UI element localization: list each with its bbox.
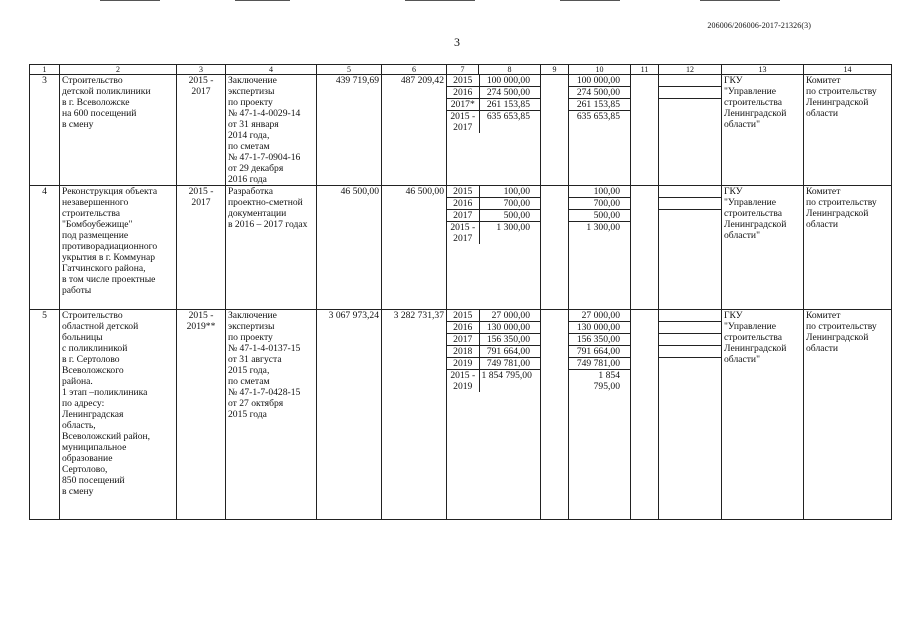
funding-year: 2015 - 2019 xyxy=(447,370,479,393)
funding-by-year xyxy=(447,310,541,520)
object-name: Строительство областной детской больницы с поликлиникой в г. Сертолово Всеволожского района. 1 этап –поликлиника по адресу: Ленинградская область, Всеволожский район, муниципальное образование Сертолово, 850 посещений в смену xyxy=(60,310,177,520)
remaining-cost: 46 500,00 xyxy=(382,186,447,310)
project-basis: Заключение экспертизы по проекту № 47-1-4-0029-14 от 31 января 2014 года, по сметам № 47-1-7-0904-16 от 29 декабря 2016 года xyxy=(226,75,317,186)
local-funds xyxy=(631,75,659,186)
funding-line xyxy=(447,322,540,334)
funding-line xyxy=(447,334,540,346)
document-id: 206006/206006-2017-21326(3) xyxy=(707,21,811,30)
construction-period: 2015 - 2019** xyxy=(177,310,226,520)
funding-line xyxy=(447,222,540,245)
regional-amount: 700,00 xyxy=(569,198,630,210)
regional-amount: 156 350,00 xyxy=(569,334,630,346)
funding-year: 2015 - 2017 xyxy=(447,222,479,245)
column-number: 4 xyxy=(226,65,317,75)
row-number: 3 xyxy=(30,75,60,186)
funding-amount: 791 664,00 xyxy=(479,346,540,358)
regional-amount: 27 000,00 xyxy=(569,310,630,322)
page-number: 3 xyxy=(454,35,460,49)
funding-year: 2017 xyxy=(447,210,479,222)
funding-year: 2019 xyxy=(447,358,479,370)
column-number: 12 xyxy=(659,65,722,75)
funding-line xyxy=(447,370,540,393)
funding-year: 2016 xyxy=(447,87,479,99)
funding-line xyxy=(447,346,540,358)
regional-funds xyxy=(569,75,631,186)
top-edge-line xyxy=(560,0,620,1)
funding-amount: 500,00 xyxy=(479,210,540,222)
funding-year: 2016 xyxy=(447,322,479,334)
funding-year: 2016 xyxy=(447,198,479,210)
responsible-executor: Комитет по строительству Ленинградской области xyxy=(804,75,892,186)
other-funds-line xyxy=(659,99,721,110)
column-number-row xyxy=(30,65,892,75)
row-number: 4 xyxy=(30,186,60,310)
object-name: Реконструкция объекта незавершенного строительства "Бомбоубежище" под размещение противорадиационного укрытия в г. Коммунар Гатчинского района, в том числе проектные работы xyxy=(60,186,177,310)
other-funds xyxy=(659,75,722,186)
funding-amount: 635 653,85 xyxy=(486,111,530,122)
regional-amount: 261 153,85 xyxy=(569,99,630,111)
regional-amount: 100 000,00 xyxy=(569,75,630,87)
estimated-cost: 439 719,69 xyxy=(317,75,382,186)
regional-amount: 749 781,00 xyxy=(569,358,630,370)
column-number: 3 xyxy=(177,65,226,75)
state-customer: ГКУ "Управление строительства Ленинградской области" xyxy=(722,186,804,310)
column-number: 9 xyxy=(541,65,569,75)
funding-by-year xyxy=(447,186,541,310)
funding-amount: 100 000,00 xyxy=(479,75,540,87)
funding-line xyxy=(447,75,540,87)
federal-funds xyxy=(541,310,569,520)
regional-amount: 1 300,00 xyxy=(586,222,620,233)
state-customer: ГКУ "Управление строительства Ленинградской области" xyxy=(722,310,804,520)
funding-amount: 700,00 xyxy=(479,198,540,210)
other-funds-line xyxy=(659,358,721,369)
funding-line xyxy=(447,210,540,222)
other-funds-line xyxy=(659,322,721,334)
other-funds xyxy=(659,186,722,310)
other-funds-line xyxy=(659,210,721,221)
remaining-cost: 3 282 731,37 xyxy=(382,310,447,520)
top-edge-line xyxy=(235,0,290,1)
column-number: 14 xyxy=(804,65,892,75)
funding-line xyxy=(447,186,540,198)
other-funds-line xyxy=(659,198,721,210)
regional-amount: 274 500,00 xyxy=(569,87,630,99)
funding-line xyxy=(447,198,540,210)
regional-amount: 100,00 xyxy=(569,186,630,198)
funding-year: 2015 - 2017 xyxy=(447,111,479,134)
column-number: 10 xyxy=(569,65,631,75)
top-edge-line xyxy=(700,0,780,1)
funding-year: 2017* xyxy=(447,99,479,111)
regional-amount: 500,00 xyxy=(569,210,630,222)
row-number: 5 xyxy=(30,310,60,520)
project-basis: Заключение экспертизы по проекту № 47-1-4-0137-15 от 31 августа 2015 года, по сметам № 47-1-7-0428-15 от 27 октября 2015 года xyxy=(226,310,317,520)
object-name: Строительство детской поликлиники в г. Всеволожске на 600 посещений в смену xyxy=(60,75,177,186)
federal-funds xyxy=(541,75,569,186)
construction-period: 2015 - 2017 xyxy=(177,186,226,310)
funding-year: 2015 xyxy=(447,186,479,198)
funding-amount: 261 153,85 xyxy=(479,99,540,111)
funding-amount: 1 854 795,00 xyxy=(481,370,532,381)
funding-amount: 1 300,00 xyxy=(496,222,530,233)
funding-line xyxy=(447,99,540,111)
column-number: 1 xyxy=(30,65,60,75)
state-customer: ГКУ "Управление строительства Ленинградской области" xyxy=(722,75,804,186)
other-funds-line xyxy=(659,334,721,346)
column-number: 8 xyxy=(479,65,541,75)
column-number: 5 xyxy=(317,65,382,75)
column-number: 13 xyxy=(722,65,804,75)
project-basis: Разработка проектно-сметной документации в 2016 – 2017 годах xyxy=(226,186,317,310)
funding-amount: 749 781,00 xyxy=(479,358,540,370)
funding-line xyxy=(447,310,540,322)
other-funds-line xyxy=(659,310,721,322)
column-number: 2 xyxy=(60,65,177,75)
other-funds xyxy=(659,310,722,520)
regional-amount: 791 664,00 xyxy=(569,346,630,358)
other-funds-line xyxy=(659,346,721,358)
regional-amount: 130 000,00 xyxy=(569,322,630,334)
other-funds-line xyxy=(659,87,721,99)
construction-period: 2015 - 2017 xyxy=(177,75,226,186)
funding-line xyxy=(447,358,540,370)
funding-amount: 274 500,00 xyxy=(479,87,540,99)
top-edge-line xyxy=(100,0,160,1)
estimated-cost: 46 500,00 xyxy=(317,186,382,310)
funding-line xyxy=(447,111,540,134)
responsible-executor: Комитет по строительству Ленинградской области xyxy=(804,186,892,310)
funding-amount: 130 000,00 xyxy=(479,322,540,334)
local-funds xyxy=(631,310,659,520)
funding-by-year xyxy=(447,75,541,186)
funding-amount: 100,00 xyxy=(479,186,540,198)
table-row xyxy=(30,310,892,520)
funding-amount: 156 350,00 xyxy=(479,334,540,346)
column-number: 6 xyxy=(382,65,447,75)
other-funds-line xyxy=(659,75,721,87)
table-row xyxy=(30,186,892,310)
column-number: 7 xyxy=(447,65,479,75)
local-funds xyxy=(631,186,659,310)
funding-year: 2015 xyxy=(447,75,479,87)
funding-amount: 27 000,00 xyxy=(479,310,540,322)
regional-funds xyxy=(569,310,631,520)
regional-amount: 635 653,85 xyxy=(576,111,620,122)
estimated-cost: 3 067 973,24 xyxy=(317,310,382,520)
remaining-cost: 487 209,42 xyxy=(382,75,447,186)
other-funds-line xyxy=(659,186,721,198)
investment-table xyxy=(29,64,892,520)
federal-funds xyxy=(541,186,569,310)
funding-line xyxy=(447,87,540,99)
funding-year: 2017 xyxy=(447,334,479,346)
regional-amount: 1 854 795,00 xyxy=(593,370,620,392)
funding-year: 2018 xyxy=(447,346,479,358)
top-edge-line xyxy=(405,0,475,1)
regional-funds xyxy=(569,186,631,310)
responsible-executor: Комитет по строительству Ленинградской области xyxy=(804,310,892,520)
funding-year: 2015 xyxy=(447,310,479,322)
table-row xyxy=(30,75,892,186)
column-number: 11 xyxy=(631,65,659,75)
